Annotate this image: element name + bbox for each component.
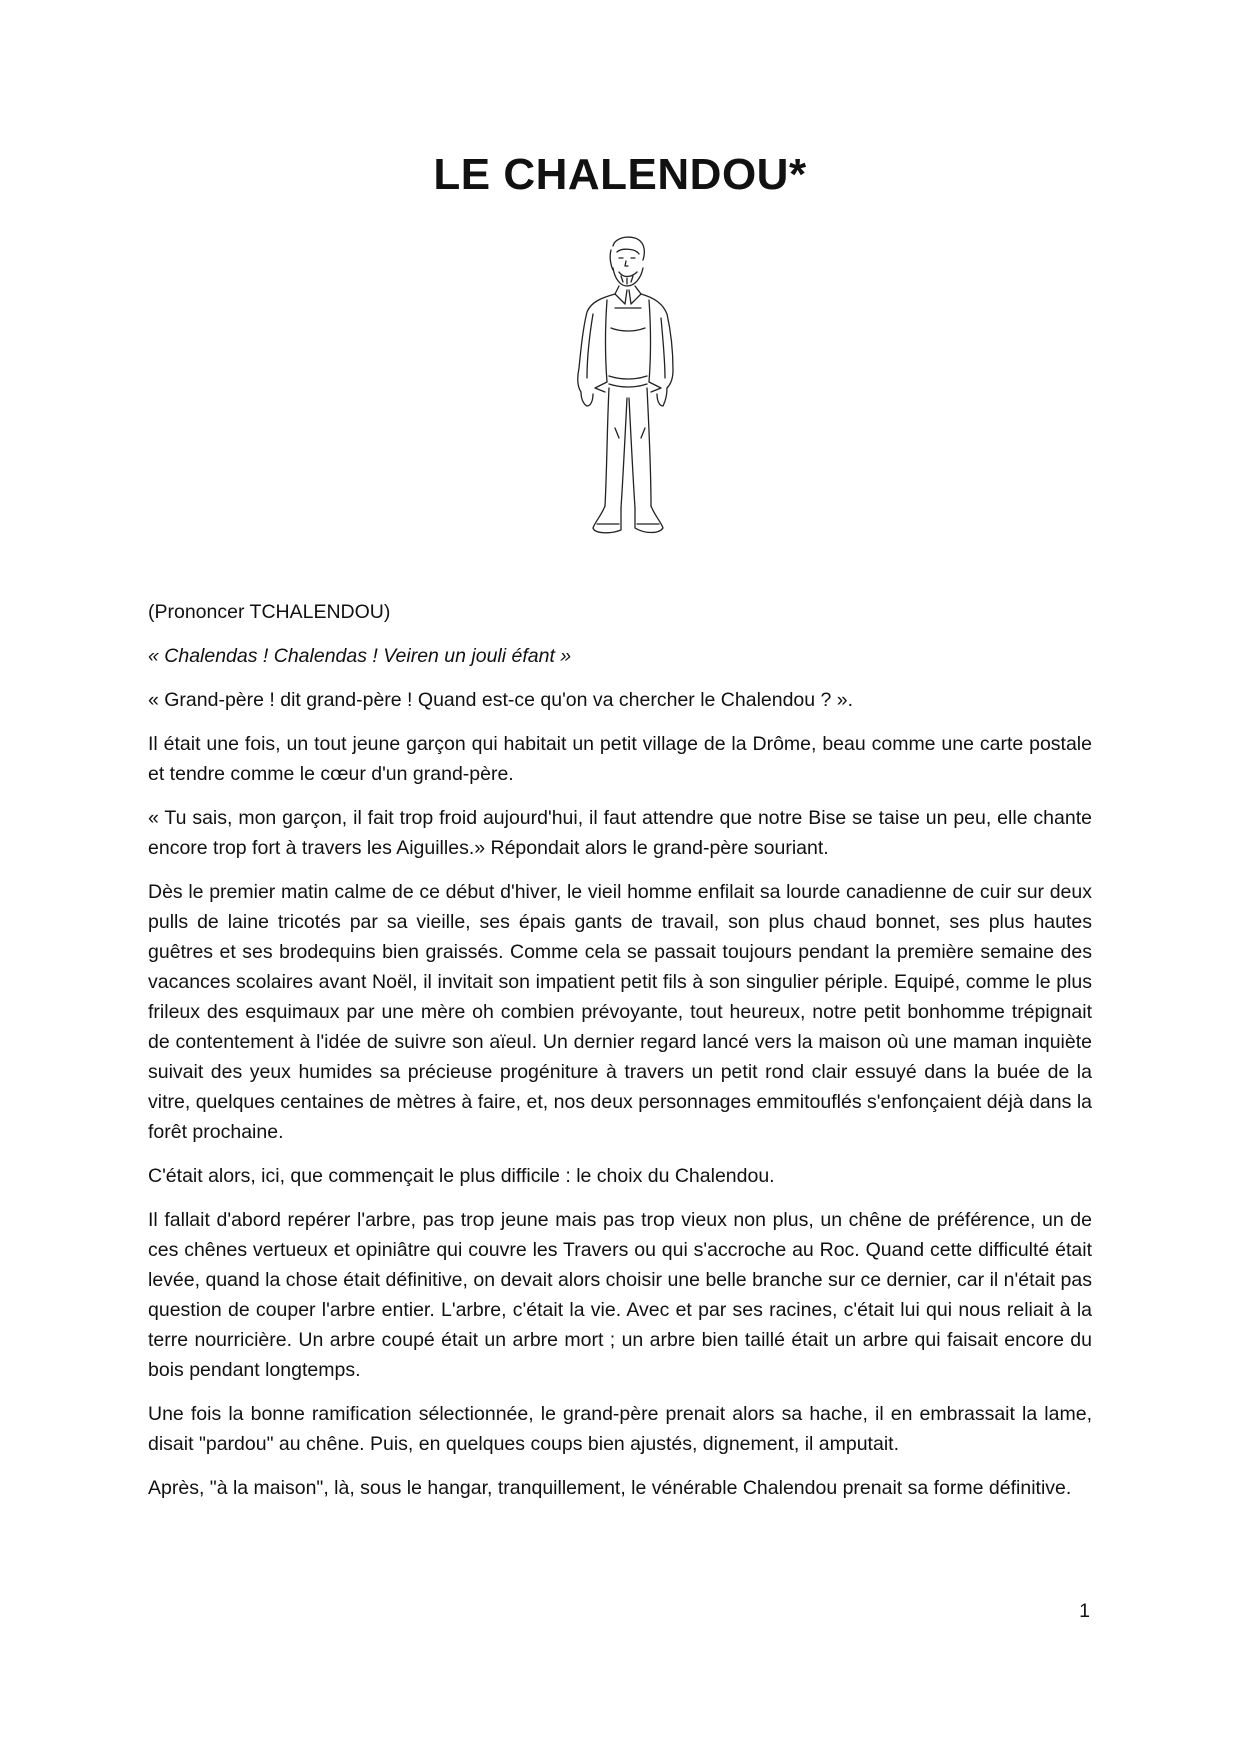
- page-number: 1: [1079, 1600, 1090, 1622]
- paragraph: Il fallait d'abord repérer l'arbre, pas trop jeune mais pas trop vieux non plus, un chêne de préférence, un de ces chênes vertueux et opiniâtre qui couvre les Travers ou qui s'accroche au Roc. Quand cette difficulté était levée, quand la chose était définitive, on devait alors choisir une belle branche sur ce dernier, car il n'était pas question de couper l'arbre entier. L'arbre, c'était la vie. Avec et par ses racines, c'était lui qui nous reliait à la terre nourricière. Un arbre coupé était un arbre mort ; un arbre bien taillé était un arbre qui faisait encore du bois pendant longtemps.: [148, 1209, 1092, 1381]
- paragraph: Après, "à la maison", là, sous le hangar, tranquillement, le vénérable Chalendou prenait sa forme définitive.: [148, 1477, 1072, 1499]
- paragraph: Dès le premier matin calme de ce début d'hiver, le vieil homme enfilait sa lourde canadienne de cuir sur deux pulls de laine tricotés par sa vieille, ses épais gants de travail, son plus chaud bonnet, ses plus hautes guêtres et ses brodequins bien graissés. Comme cela se passait toujours pendant la première semaine des vacances scolaires avant Noël, il invitait son impatient petit fils à son singulier périple. Equipé, comme le plus frileux des esquimaux par une mère oh combien prévoyante, tout heureux, notre petit bonhomme trépignait de contentement à l'idée de suivre son aïeul. Un dernier regard lancé vers la maison où une maman inquiète suivait des yeux humides sa précieuse progéniture à travers un petit rond clair essuyé dans la buée de la vitre, quelques centaines de mètres à faire, et, nos deux personnages emmitouflés s'enfonçaient déjà dans la forêt prochaine.: [148, 881, 1092, 1143]
- quote-line: « Chalendas ! Chalendas ! Veiren un jouli éfant »: [148, 645, 572, 667]
- paragraph: Il était une fois, un tout jeune garçon qui habitait un petit village de la Drôme, beau comme une carte postale et tendre comme le cœur d'un grand-père.: [148, 733, 1092, 785]
- paragraph: « Grand-père ! dit grand-père ! Quand est-ce qu'on va chercher le Chalendou ? ».: [148, 689, 854, 711]
- body-text: [148, 597, 1092, 1517]
- old-man-illustration: [555, 228, 695, 578]
- paragraph: « Tu sais, mon garçon, il fait trop froid aujourd'hui, il faut attendre que notre Bise se taise un peu, elle chante encore trop fort à travers les Aiguilles.» Répondait alors le grand-père souriant.: [148, 807, 1092, 859]
- pronunciation-note: (Prononcer TCHALENDOU): [148, 601, 391, 623]
- paragraph: C'était alors, ici, que commençait le plus difficile : le choix du Chalendou.: [148, 1165, 775, 1187]
- paragraph: Une fois la bonne ramification sélectionnée, le grand-père prenait alors sa hache, il en embrassait la lame, disait "pardou" au chêne. Puis, en quelques coups bien ajustés, dignement, il amputait.: [148, 1403, 1092, 1455]
- page-title: LE CHALENDOU*: [433, 150, 807, 199]
